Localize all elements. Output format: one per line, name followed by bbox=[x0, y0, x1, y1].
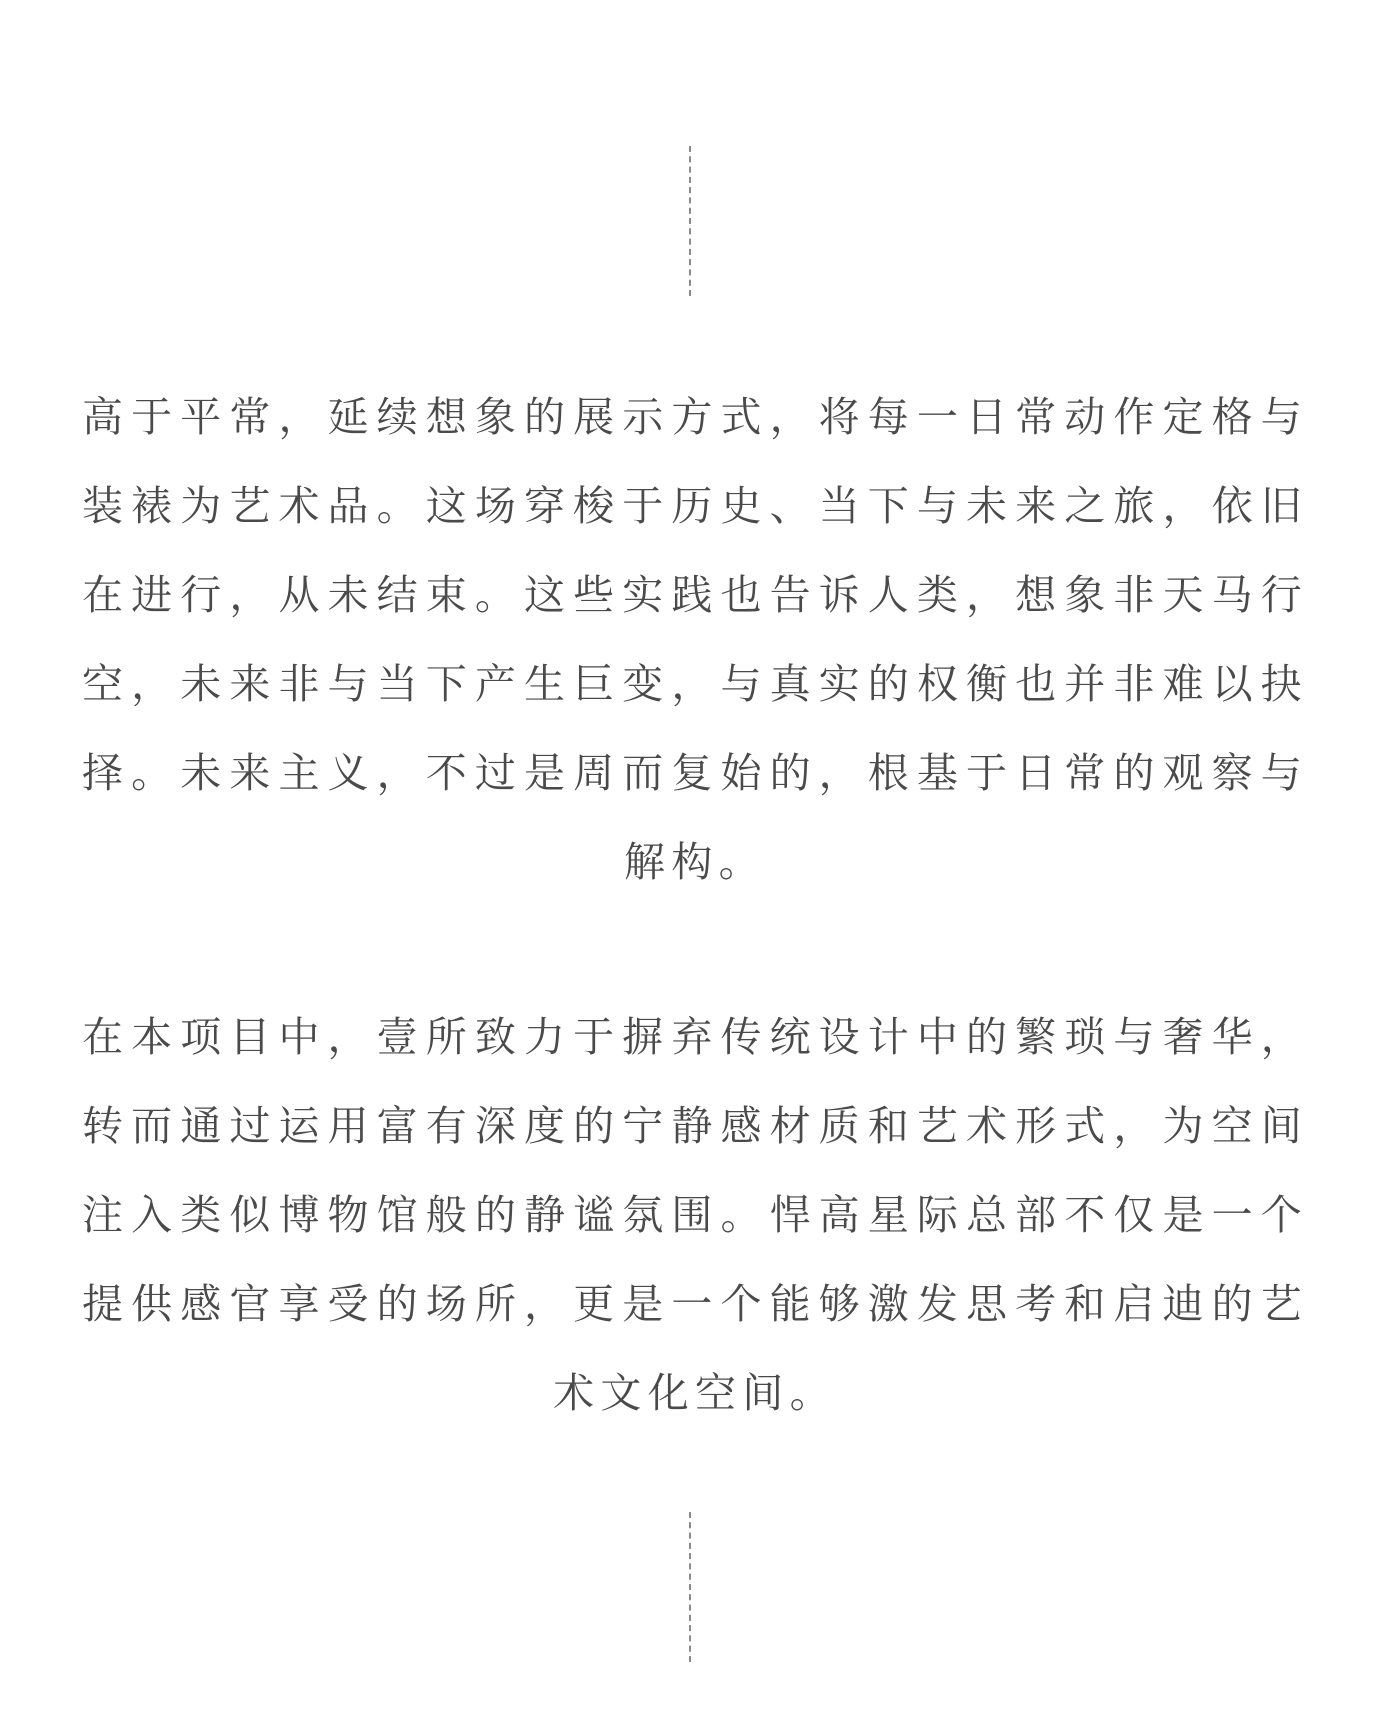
paragraph-futurism: 高于平常，延续想象的展示方式，将每一日常动作定格与装裱为艺术品。这场穿梭于历史、当下与未来之旅，依旧在进行，从未结束。这些实践也告诉人类，想象非天马行空，未来非与当下产生巨变，与真实的权衡也并非难以抉择。未来主义，不过是周而复始的，根基于日常的观察与解构。 bbox=[82, 393, 1308, 886]
bottom-dashed-divider bbox=[689, 1512, 691, 1662]
paragraph-project: 在本项目中，壹所致力于摒弃传统设计中的繁琐与奢华，转而通过运用富有深度的宁静感材质和艺术形式，为空间注入类似博物馆般的静谧氛围。悍高星际总部不仅是一个提供感官享受的场所，更是一个能够激发思考和启迪的艺术文化空间。 bbox=[82, 1013, 1308, 1417]
top-dashed-divider bbox=[689, 146, 691, 296]
